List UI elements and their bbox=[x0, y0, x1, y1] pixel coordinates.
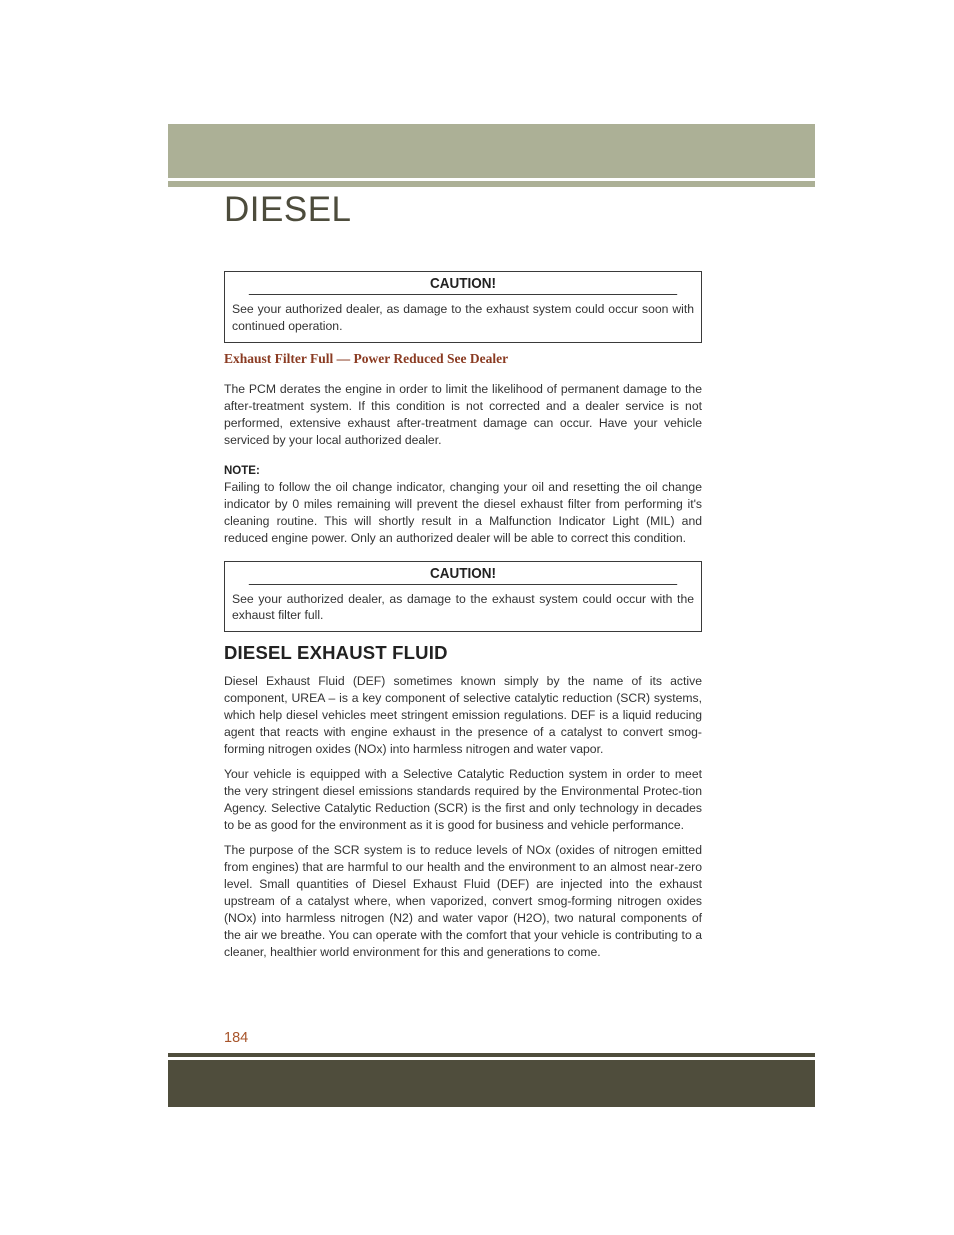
footer-stripe bbox=[168, 1053, 815, 1057]
caution-box-1 bbox=[224, 271, 702, 343]
caution-heading: CAUTION! bbox=[249, 272, 677, 295]
note-text: Failing to follow the oil change indicator, changing your oil and resetting the oil change indicator by 0 miles remaining will prevent the diesel exhaust filter from performing it's cleaning routine. This will shortly result in a Malfunction Indicator Light (MIL) and reduced engine power. Only an authorized dealer will be able to correct this condition. bbox=[224, 479, 702, 545]
paragraph: Your vehicle is equipped with a Selective Catalytic Reduction system in order to meet the very stringent diesel emissions standards required by the Environmental Protec-tion Agency. Selective Catalytic Reduction (SCR) is the first and only technology in decades to be as good for the environment as it is good for business and vehicle performance. bbox=[224, 767, 702, 833]
page-section-title: DIESEL bbox=[224, 190, 352, 229]
paragraph: The PCM derates the engine in order to limit the likelihood of permanent damage to the after-treatment system. If this condition is not corrected and a dealer service is not performed, extensive exhaust after-treatment damage can occur. Have your vehicle serviced by your local authorized dealer. bbox=[224, 381, 702, 447]
page-number: 184 bbox=[224, 1030, 249, 1046]
paragraph: Diesel Exhaust Fluid (DEF) sometimes known simply by the name of its active component, UREA – is a key component of selective catalytic reduction (SCR) systems, which help diesel vehicles meet stringent emission regulations. DEF is a liquid reducing agent that reacts with engine exhaust in the presence of a catalyst to convert smog-forming nitrogen oxides (NOx) into harmless nitrogen and water vapor. bbox=[224, 674, 702, 757]
caution-heading: CAUTION! bbox=[249, 562, 677, 585]
header-band bbox=[168, 124, 815, 178]
caution-text: See your authorized dealer, as damage to the exhaust system could occur with the exhaust filter full. bbox=[232, 591, 694, 623]
caution-text: See your authorized dealer, as damage to the exhaust system could occur soon with continued operation. bbox=[232, 302, 694, 333]
heading-diesel-exhaust-fluid: DIESEL EXHAUST FLUID bbox=[224, 642, 448, 664]
paragraph: The purpose of the SCR system is to reduce levels of NOx (oxides of nitrogen emitted from engines) that are harmful to our health and the environment to an almost near-zero level. Small quantities of Diesel Exhaust Fluid (DEF) are injected into the exhaust upstream of a catalyst where, when vaporized, convert smog-forming nitrogen oxides (NOx) into harmless nitrogen (N2) and water vapor (H2O), two natural components of the air we breathe. You can operate with the comfort that your vehicle is contributing to a cleaner, healthier world environment for this and generations to come. bbox=[224, 843, 702, 960]
note-label: NOTE: bbox=[224, 464, 260, 477]
caution-box-2 bbox=[224, 561, 702, 633]
header-stripe bbox=[168, 181, 815, 187]
subheading-exhaust-filter-full: Exhaust Filter Full — Power Reduced See Dealer bbox=[224, 350, 509, 366]
page-content bbox=[224, 271, 702, 969]
footer-band bbox=[168, 1060, 815, 1107]
